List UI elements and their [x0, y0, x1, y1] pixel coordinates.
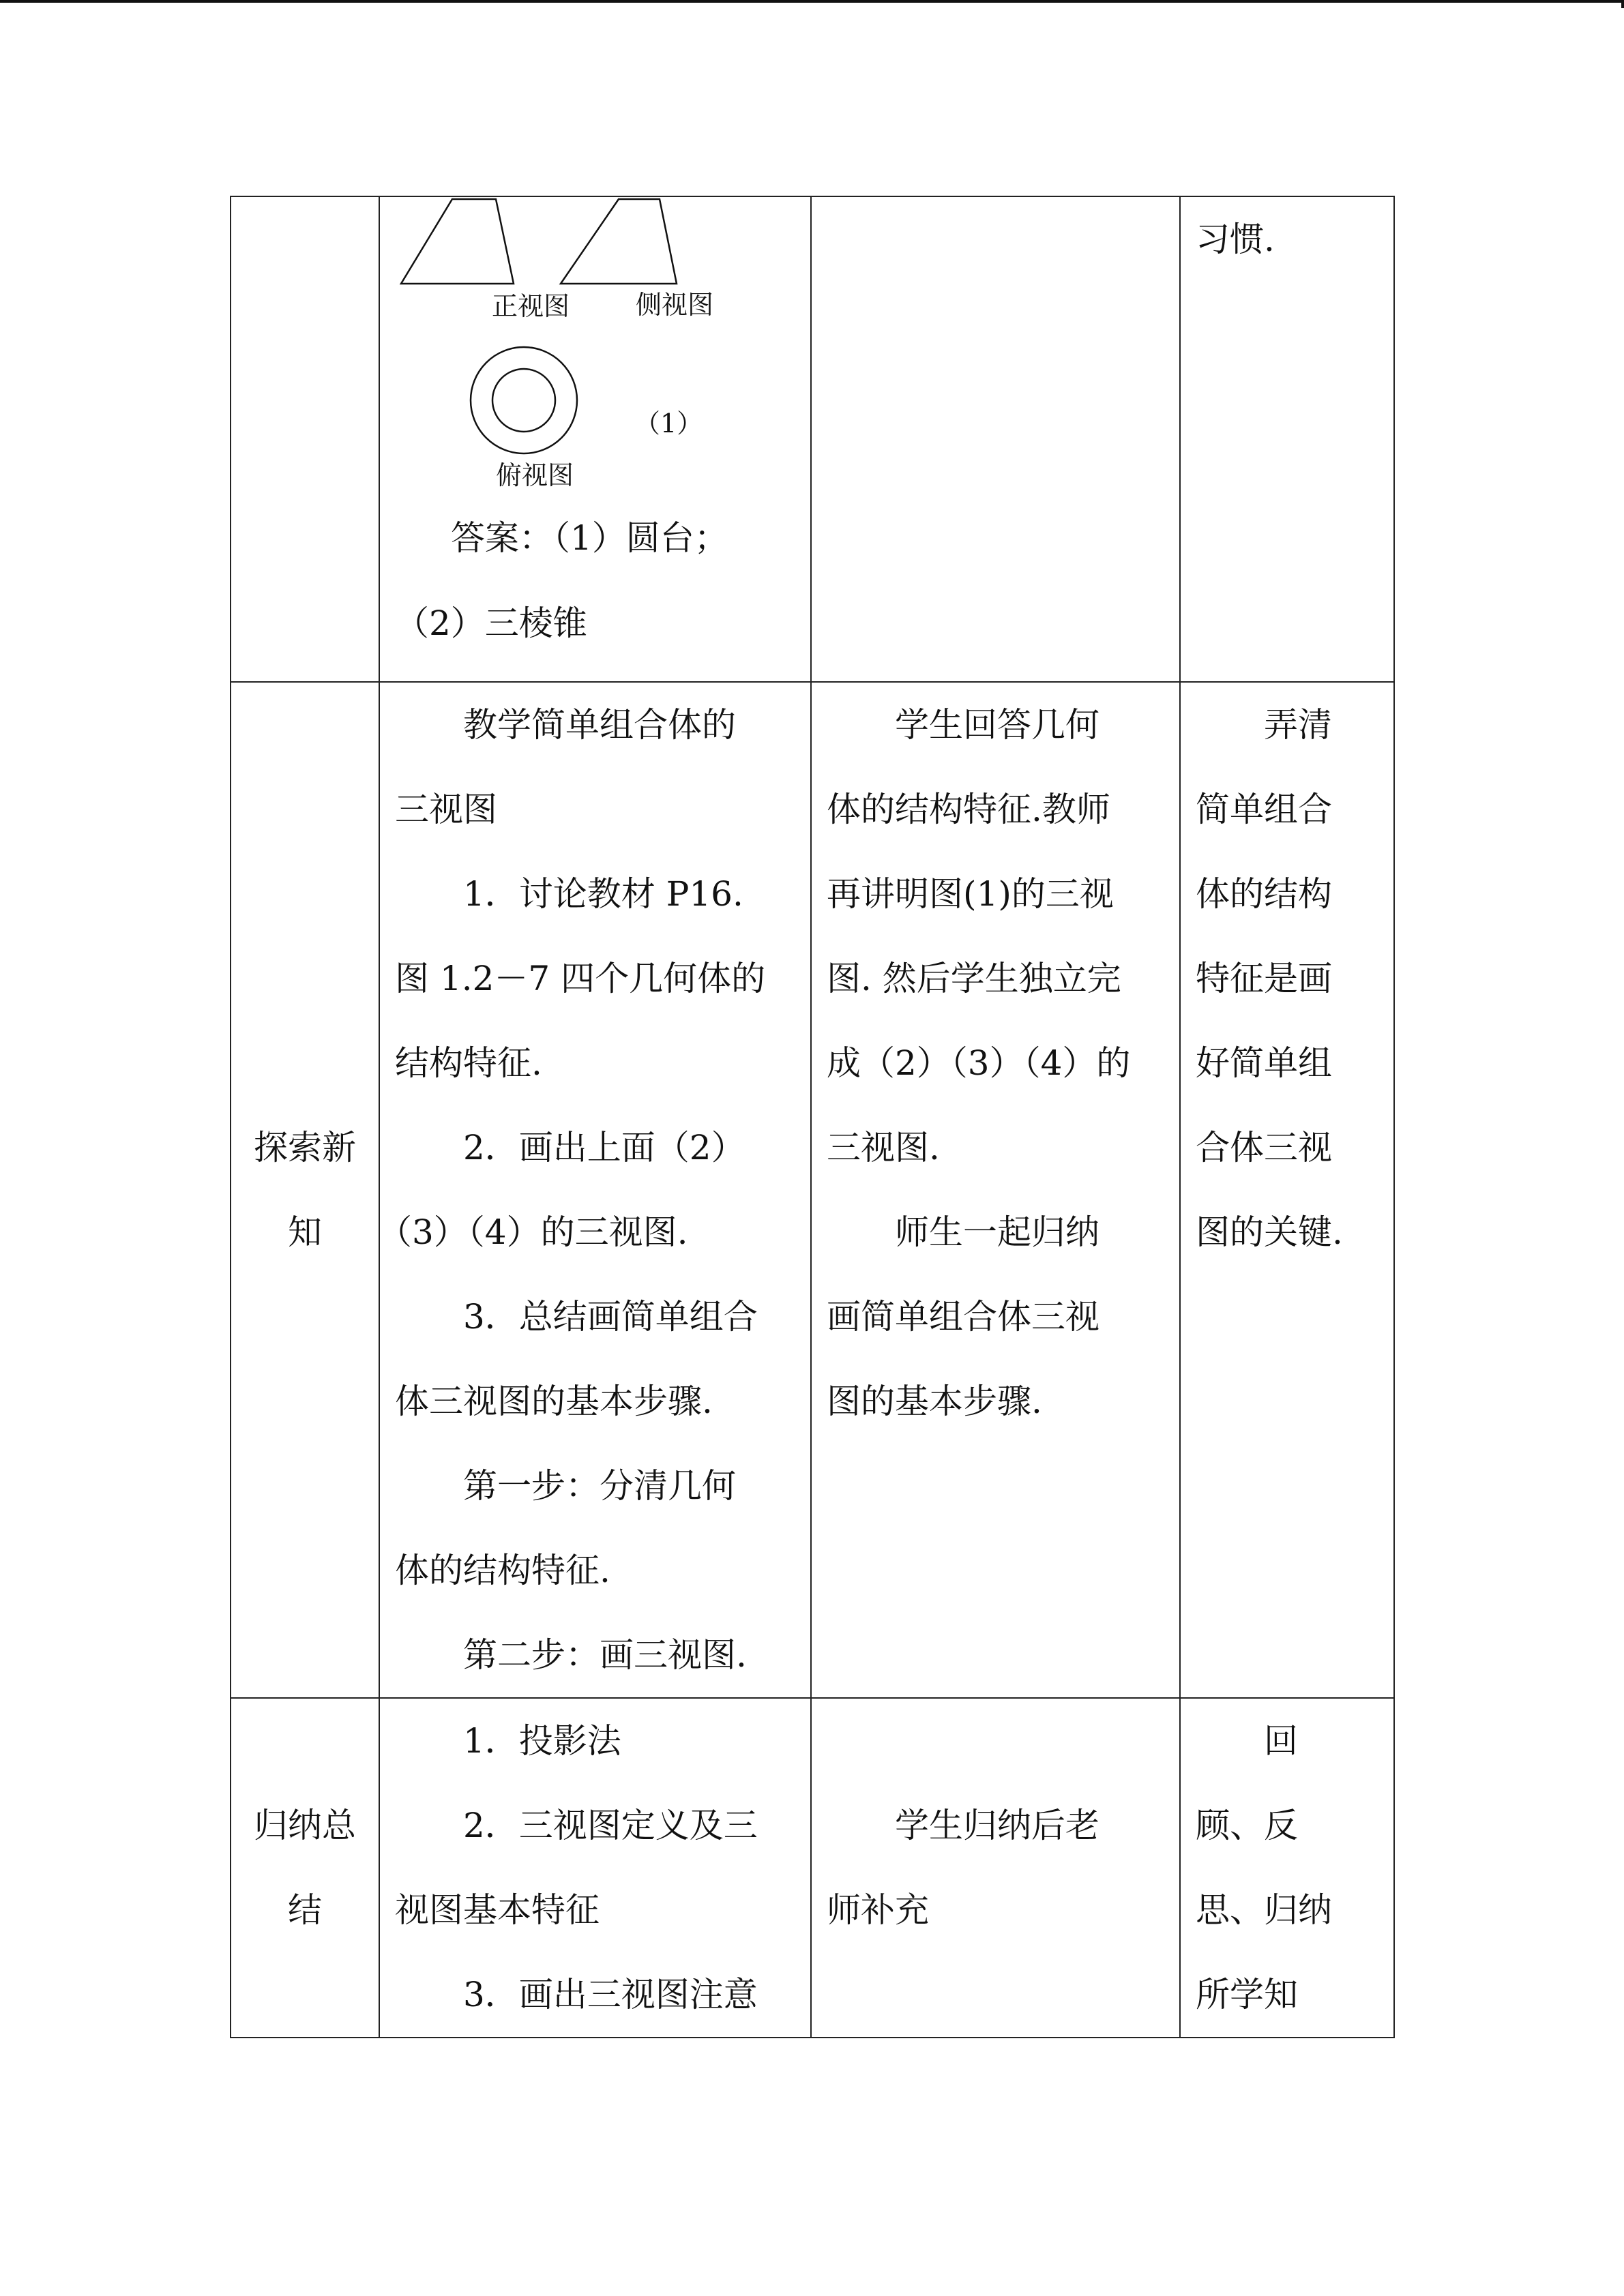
- content-line: （3）（4）的三视图.: [378, 1212, 688, 1252]
- content-line: 1．投影法: [463, 1721, 621, 1761]
- stage-label-line: 结: [288, 1890, 322, 1930]
- stage-label-line: 探索新: [254, 1128, 356, 1167]
- content-line: 三视图: [395, 790, 497, 829]
- content-line: 视图基本特征: [395, 1890, 600, 1930]
- stage-label-line: 知: [288, 1212, 322, 1252]
- content-line: 第二步：画三视图.: [463, 1635, 747, 1675]
- intent-cell: [1180, 196, 1394, 682]
- intent-line: 特征是画: [1196, 959, 1332, 998]
- student-line: 学生回答几何: [895, 705, 1099, 745]
- student-line: 再讲明图(1)的三视: [827, 874, 1114, 914]
- lesson-plan-table: [230, 196, 1395, 2038]
- student-line: 画简单组合体三视: [827, 1297, 1099, 1337]
- intent-line: 体的结构: [1196, 874, 1332, 914]
- student-line: 图的基本步骤.: [827, 1382, 1042, 1421]
- student-line: 成（2）（3）（4）的: [827, 1043, 1131, 1083]
- page-corner-mark: [1621, 0, 1624, 8]
- intent-line: 合体三视: [1196, 1128, 1332, 1167]
- stage-cell-empty: [231, 196, 379, 682]
- content-line: 教学简单组合体的: [463, 705, 736, 745]
- content-line: 体的结构特征.: [395, 1551, 610, 1590]
- content-cell: [379, 1698, 811, 2038]
- figure-number: （1）: [634, 408, 703, 438]
- content-line: 体三视图的基本步骤.: [395, 1382, 713, 1421]
- front-view-trapezoid: [401, 199, 514, 284]
- three-view-figure: [380, 197, 810, 681]
- intent-line: 好简单组: [1196, 1043, 1332, 1083]
- top-view-outer-circle: [471, 347, 577, 453]
- content-line: 结构特征.: [395, 1043, 542, 1083]
- intent-line: 弄清: [1264, 705, 1332, 745]
- page-top-border: [0, 0, 1624, 3]
- student-cell-empty: [811, 196, 1180, 682]
- content-line: 2．画出上面（2）: [463, 1128, 745, 1167]
- top-view-label: 俯视图: [496, 460, 574, 490]
- figure-cell: [379, 196, 811, 682]
- intent-line: 简单组合: [1196, 790, 1332, 829]
- student-line: 学生归纳后老: [895, 1806, 1099, 1845]
- content-line: 3．画出三视图注意: [463, 1975, 758, 2014]
- content-line: 图 1.2－7 四个几何体的: [395, 959, 766, 998]
- student-line: 师补充: [827, 1890, 929, 1930]
- student-line: 体的结构特征.教师: [827, 790, 1110, 829]
- content-line: 2．三视图定义及三: [463, 1806, 758, 1845]
- student-cell: [811, 682, 1180, 1698]
- intent-cell: [1180, 1698, 1394, 2038]
- side-view-label: 侧视图: [636, 290, 714, 320]
- table-row-summary: [231, 1698, 1394, 2038]
- side-view-trapezoid: [561, 199, 677, 284]
- content-line: 1．讨论教材 P16.: [463, 874, 743, 914]
- intent-text: 习惯.: [1196, 220, 1275, 259]
- intent-line: 所学知: [1196, 1975, 1298, 2014]
- student-line: 图. 然后学生独立完: [827, 959, 1121, 998]
- answer-line-2: （2）三棱锥: [395, 603, 587, 643]
- content-line: 3．总结画简单组合: [463, 1297, 758, 1337]
- answer-line-1: 答案：（1）圆台；: [451, 518, 728, 558]
- table-row-explore: [231, 682, 1394, 1698]
- table-row-figure: [231, 196, 1394, 682]
- intent-line: 思、归纳: [1196, 1890, 1332, 1930]
- intent-cell: [1180, 682, 1394, 1698]
- student-cell: [811, 1698, 1180, 2038]
- stage-cell: [231, 1698, 379, 2038]
- intent-line: 回: [1264, 1721, 1298, 1761]
- content-cell: [379, 682, 811, 1698]
- student-line: 师生一起归纳: [895, 1212, 1099, 1252]
- content-line: 第一步：分清几何: [463, 1466, 736, 1506]
- stage-label-line: 归纳总: [254, 1806, 356, 1845]
- student-line: 三视图.: [827, 1128, 940, 1167]
- stage-cell: [231, 682, 379, 1698]
- intent-line: 顾、反: [1196, 1806, 1298, 1845]
- intent-line: 图的关键.: [1196, 1212, 1343, 1252]
- top-view-inner-circle: [492, 369, 555, 432]
- front-view-label: 正视图: [492, 291, 570, 321]
